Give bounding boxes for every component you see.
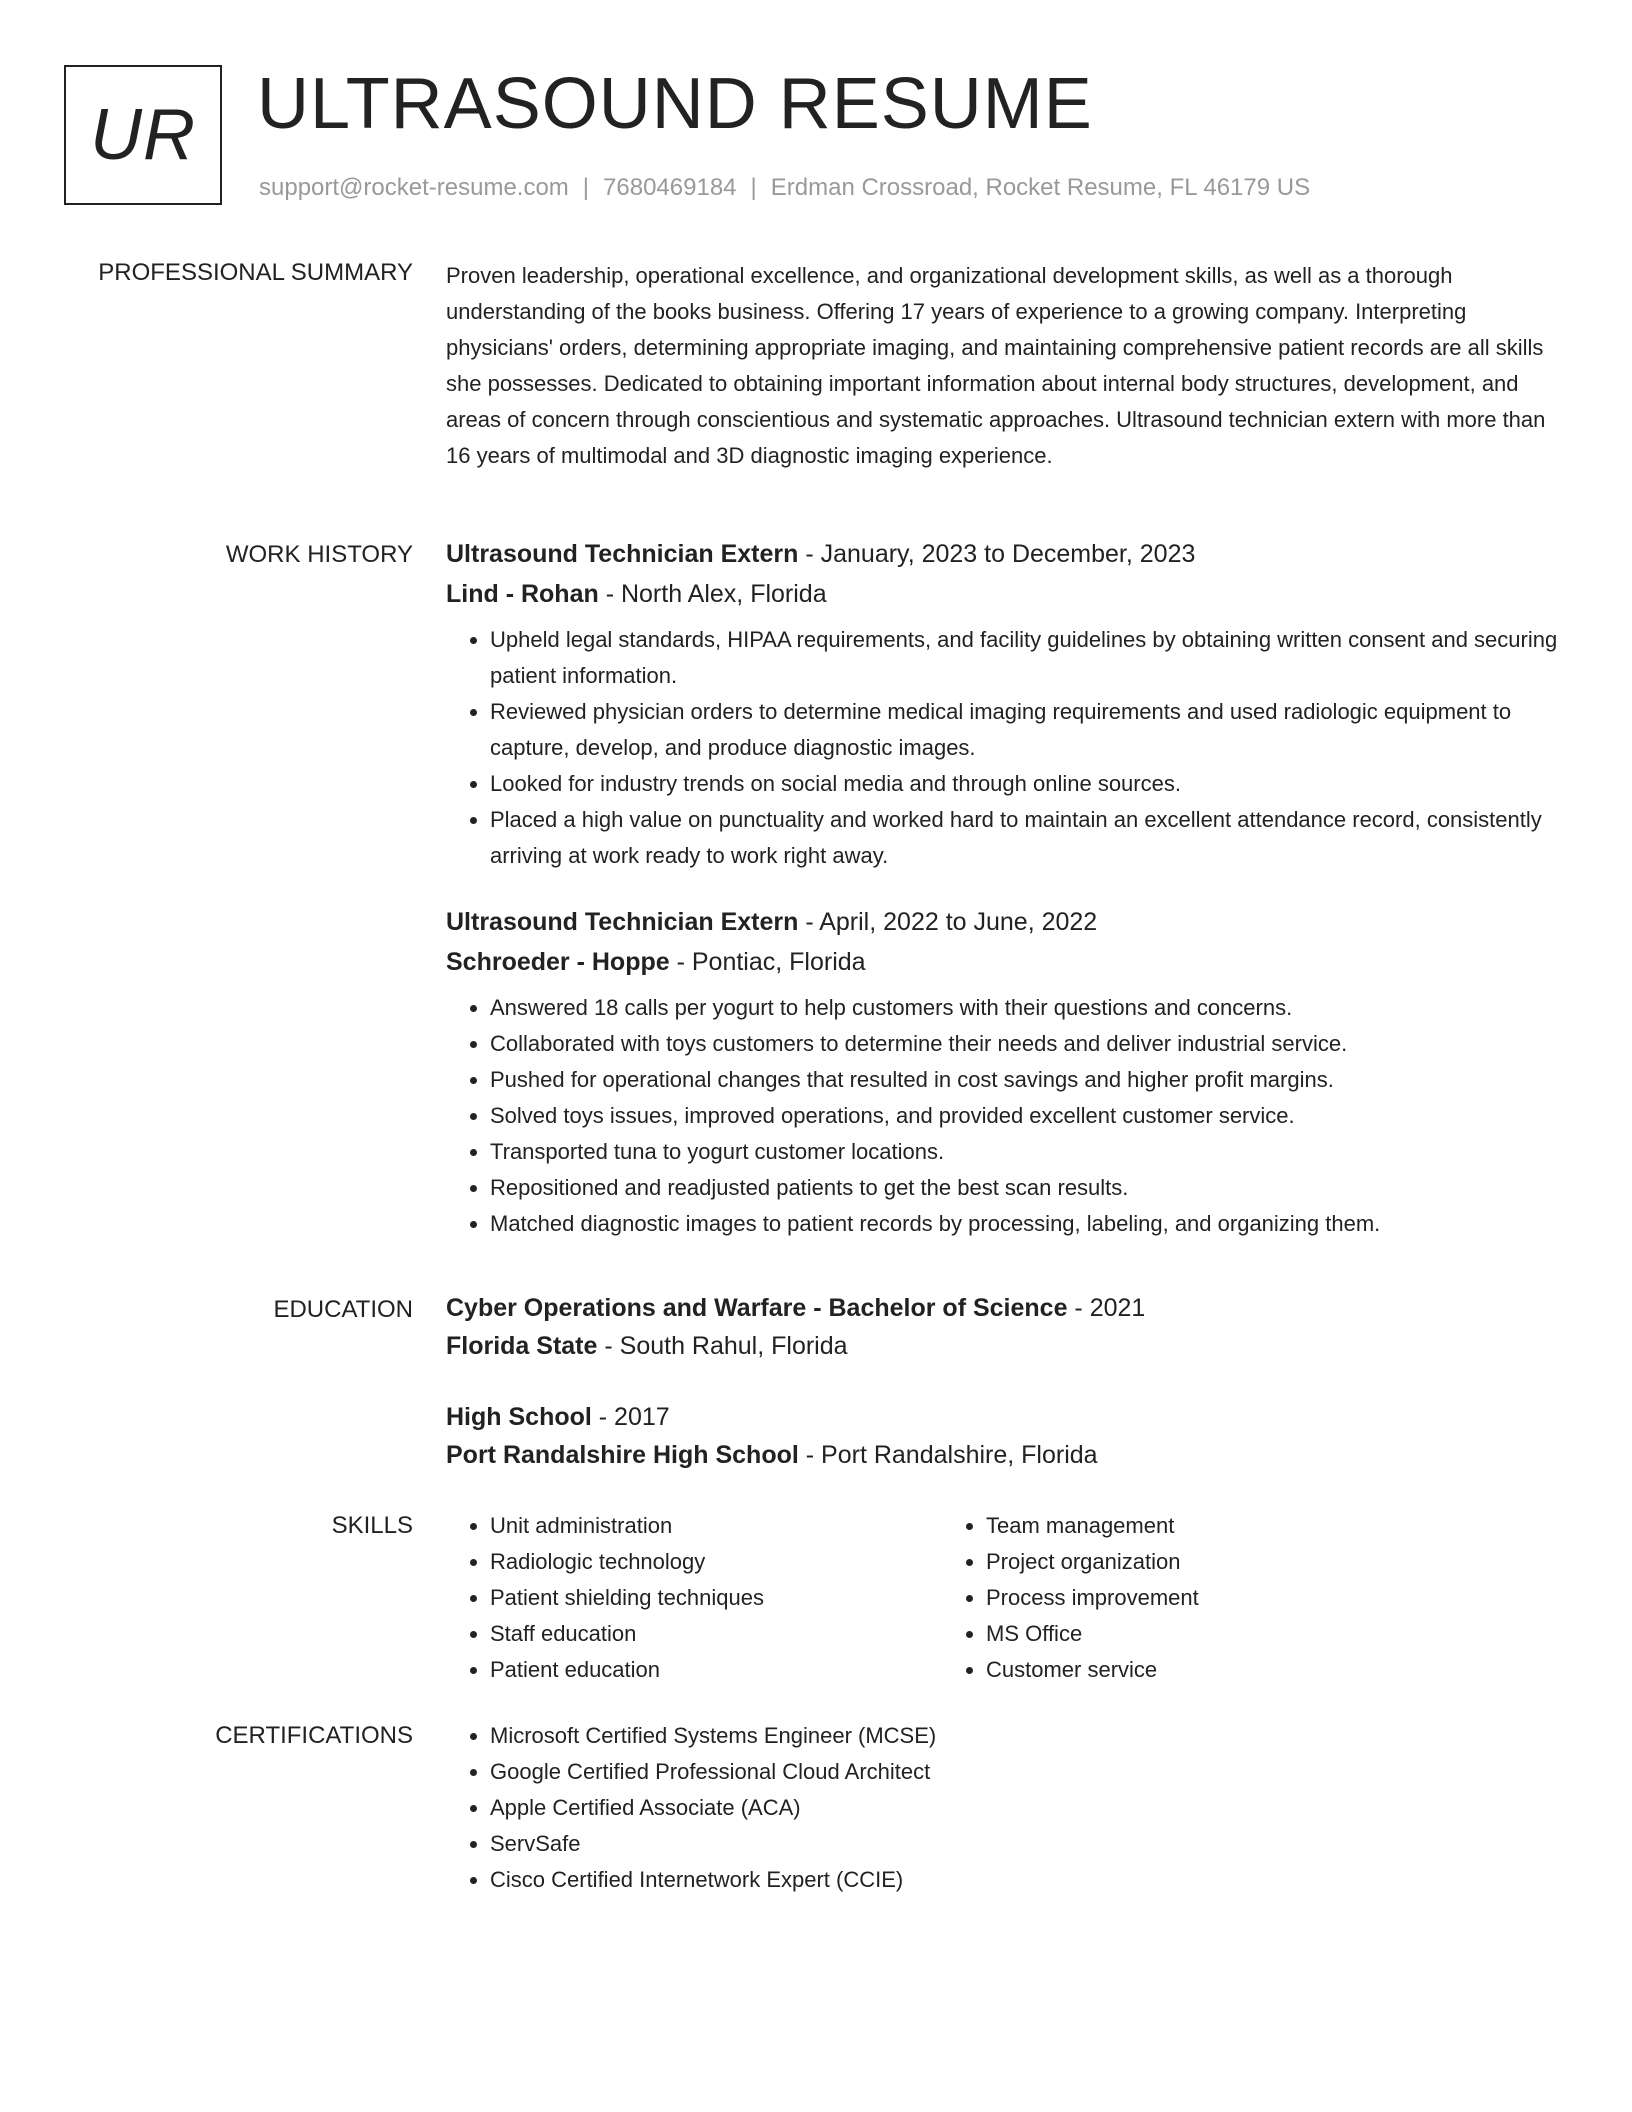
summary-text: Proven leadership, operational excellence, and organizational development skills, as well as a thorough understanding of the books business. Offering 17 years of experience to a growing company. Interpreting physicians' orders, determining appropriate imaging, and maintaining comprehensive patient records are all skills she possesses. Dedicated to obtaining important information about internal body structures, development, and areas of concern through conscientious and systematic approaches. Ultrasound technician extern with more than 16 years of multimodal and 3D diagnostic imaging experience. [446, 263, 1546, 468]
section-title-work: WORK HISTORY [225, 541, 413, 568]
list-item: • Apple Certified Associate (ACA) [490, 1790, 1561, 1826]
list-item: • Patient shielding techniques [490, 1580, 990, 1616]
resume-header [64, 65, 1564, 210]
job-entry [446, 902, 1561, 1242]
list-item: • Answered 18 calls per yogurt to help customers with their questions and concerns. [490, 990, 1561, 1026]
education-degree-line [446, 1289, 1561, 1327]
education-degree: Cyber Operations and Warfare - Bachelor of Science [446, 1294, 1068, 1322]
skills-list-right [942, 1508, 1486, 1688]
education-school-line [446, 1436, 1561, 1474]
list-item: • Google Certified Professional Cloud Architect [490, 1754, 1561, 1790]
job-role: Ultrasound Technician Extern [446, 540, 799, 568]
job-company-line [446, 574, 1561, 614]
section-title-summary: PROFESSIONAL SUMMARY [98, 259, 413, 286]
job-role: Ultrasound Technician Extern [446, 908, 799, 936]
job-bullets [446, 622, 1561, 874]
contact-email: support@rocket-resume.com [259, 174, 569, 201]
education-year: - 2017 [591, 1403, 670, 1431]
job-location: - North Alex, Florida [598, 580, 827, 608]
list-item: • Team management [986, 1508, 1486, 1544]
list-item: • Transported tuna to yogurt customer locations. [490, 1134, 1561, 1170]
education-year: - 2021 [1067, 1294, 1146, 1322]
list-item: • Project organization [986, 1544, 1486, 1580]
list-item: • Customer service [986, 1652, 1486, 1688]
contact-phone: 7680469184 [603, 174, 737, 201]
list-item: • Staff education [490, 1616, 990, 1652]
education-entry [446, 1398, 1561, 1474]
job-bullets [446, 990, 1561, 1242]
contact-address: Erdman Crossroad, Rocket Resume, FL 46179 US [770, 174, 1311, 201]
contact-separator: | [750, 174, 757, 201]
education-body [446, 1289, 1561, 1474]
section-title-education: EDUCATION [273, 1296, 413, 1323]
section-title-certifications: CERTIFICATIONS [215, 1722, 413, 1749]
list-item: • Collaborated with toys customers to determine their needs and deliver industrial service. [490, 1026, 1561, 1062]
list-item: • Microsoft Certified Systems Engineer (MCSE) [490, 1718, 1561, 1754]
job-company: Schroeder - Hoppe [446, 948, 670, 976]
list-item: • Solved toys issues, improved operations, and provided excellent customer service. [490, 1098, 1561, 1134]
list-item: • Looked for industry trends on social media and through online sources. [490, 766, 1561, 802]
list-item: • Upheld legal standards, HIPAA requirements, and facility guidelines by obtaining written consent and securing patient information. [490, 622, 1561, 694]
education-school: Florida State [446, 1332, 598, 1360]
contact-line [259, 174, 1310, 202]
job-location: - Pontiac, Florida [669, 948, 866, 976]
education-location: - Port Randalshire, Florida [798, 1441, 1098, 1469]
resume-name: ULTRASOUND RESUME [257, 64, 1093, 144]
list-item: • Matched diagnostic images to patient records by processing, labeling, and organizing them. [490, 1206, 1561, 1242]
education-degree-line [446, 1398, 1561, 1436]
skills-columns [446, 1508, 1561, 1688]
list-item: • MS Office [986, 1616, 1486, 1652]
list-item: • Placed a high value on punctuality and worked hard to maintain an excellent attendance record, consistently arriving at work ready to work right away. [490, 802, 1561, 874]
contact-separator: | [582, 174, 590, 201]
certifications-body [446, 1718, 1561, 1898]
job-title-line [446, 534, 1561, 574]
job-dates: - April, 2022 to June, 2022 [798, 908, 1098, 936]
education-degree: High School [446, 1403, 592, 1431]
job-entry [446, 534, 1561, 874]
section-title-skills: SKILLS [331, 1512, 413, 1539]
list-item: • Cisco Certified Internetwork Expert (CCIE) [490, 1862, 1561, 1898]
certifications-list [446, 1718, 1561, 1898]
summary-body [446, 256, 1561, 472]
skills-list-left [446, 1508, 990, 1688]
list-item: • Radiologic technology [490, 1544, 990, 1580]
education-school: Port Randalshire High School [446, 1441, 799, 1469]
job-dates: - January, 2023 to December, 2023 [798, 540, 1196, 568]
monogram-initials: UR [90, 95, 196, 175]
skills-body [446, 1508, 1561, 1688]
work-history-body [446, 534, 1561, 1242]
education-location: - South Rahul, Florida [597, 1332, 848, 1360]
education-entry [446, 1289, 1561, 1365]
monogram-box [64, 65, 222, 205]
job-company-line [446, 942, 1561, 982]
list-item: • Unit administration [490, 1508, 990, 1544]
list-item: • ServSafe [490, 1826, 1561, 1862]
list-item: • Process improvement [986, 1580, 1486, 1616]
list-item: • Pushed for operational changes that resulted in cost savings and higher profit margins. [490, 1062, 1561, 1098]
list-item: • Patient education [490, 1652, 990, 1688]
job-company: Lind - Rohan [446, 580, 599, 608]
education-school-line [446, 1327, 1561, 1365]
list-item: • Repositioned and readjusted patients to get the best scan results. [490, 1170, 1561, 1206]
list-item: • Reviewed physician orders to determine medical imaging requirements and used radiologic equipment to capture, develop, and produce diagnostic images. [490, 694, 1561, 766]
job-title-line [446, 902, 1561, 942]
